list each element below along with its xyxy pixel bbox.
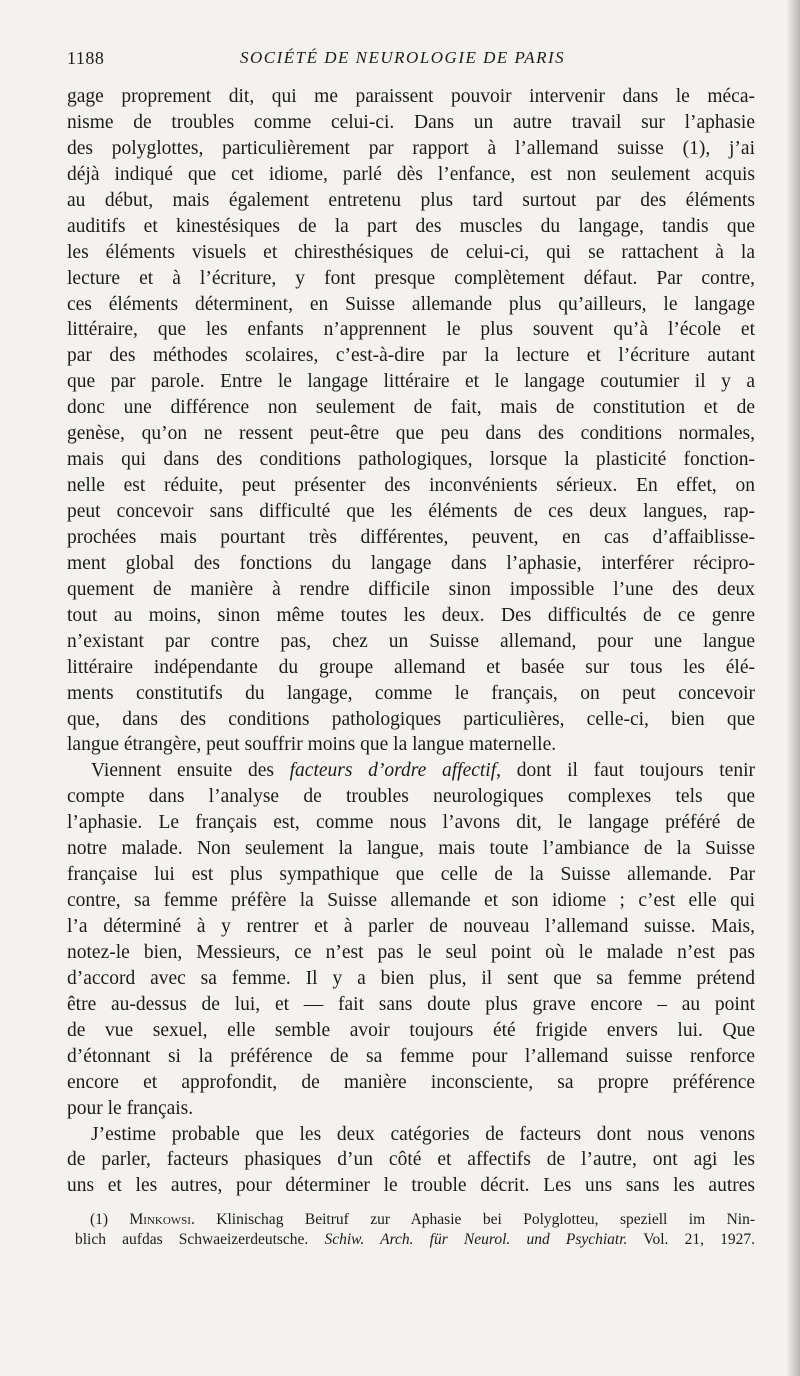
footnote-author: Minkowsi. <box>129 1211 195 1228</box>
text-line: quement de manière à rendre difficile sinon impossible l’une des deux <box>67 578 755 600</box>
footnote-text: Vol. 21, 1927. <box>627 1231 755 1248</box>
text-line: encore et approfondit, de manière inconsciente, sa propre préférence <box>67 1071 755 1093</box>
paragraph-start <box>67 758 755 784</box>
paragraph-start: J’estime probable que les deux catégories de facteurs dont nous venons <box>91 1123 755 1145</box>
text-line: lecture et à l’écriture, y font presque complètement défaut. Par contre, <box>67 267 755 289</box>
text-line: pour le français. <box>67 1097 194 1119</box>
text-line: genèse, qu’on ne ressent peut-être que peu dans des conditions normales, <box>67 423 755 445</box>
text-line: d’étonnant si la préférence de sa femme pour l’allemand suisse renforce <box>67 1045 755 1067</box>
page-edge-shadow <box>786 0 800 1376</box>
text-line: nelle est réduite, peut présenter des inconvénients sérieux. En effet, on <box>67 475 755 497</box>
text-line: française lui est plus sympathique que celle de la Suisse allemande. Par <box>67 864 755 886</box>
text-line: que par parole. Entre le langage littéraire et le langage coutumier il y a <box>67 371 755 393</box>
text-run: Viennent ensuite des <box>91 760 290 782</box>
text-line: notre malade. Non seulement la langue, mais toute l’ambiance de la Suisse <box>67 838 755 860</box>
text-line: uns et les autres, pour déterminer le trouble décrit. Les uns sans les autres <box>67 1175 755 1197</box>
footnote-line <box>75 1210 755 1230</box>
text-line: l’a déterminé à y rentrer et à parler de nouveau l’allemand suisse. Mais, <box>67 916 755 937</box>
footnote-text: blich aufdas Schwaeizerdeutsche. <box>75 1231 325 1248</box>
text-line: mais qui dans des conditions pathologiques, lorsque la plasticité fonction- <box>67 449 755 471</box>
text-line: ment global des fonctions du langage dans l’aphasie, interférer récipro- <box>67 552 755 574</box>
text-line: de vue sexuel, elle semble avoir toujours été frigide envers lui. Que <box>67 1019 755 1041</box>
text-line: n’existant par contre pas, chez un Suisse allemand, pour une langue <box>67 630 755 652</box>
text-line: notez-le bien, Messieurs, ce n’est pas le seul point où le malade n’est pas <box>67 941 755 963</box>
text-line: les éléments visuels et chiresthésiques de celui-ci, qui se rattachent à la <box>67 241 755 263</box>
body-text <box>67 84 755 1199</box>
text-line: gage proprement dit, qui me paraissent pouvoir intervenir dans le méca- <box>67 86 755 107</box>
text-line: langue étrangère, peut souffrir moins que la langue maternelle. <box>67 734 557 756</box>
text-line: déjà indiqué que cet idiome, parlé dès l’enfance, est non seulement acquis <box>67 163 755 185</box>
text-line: tout au moins, sinon même toutes les deux. Des difficultés de ce genre <box>67 604 755 626</box>
text-line: de parler, facteurs phasiques d’un côté et affectifs de l’autre, ont agi les <box>67 1149 755 1171</box>
text-line: l’aphasie. Le français est, comme nous l’avons dit, le langage préféré de <box>67 812 755 834</box>
running-title: SOCIÉTÉ DE NEUROLOGIE DE PARIS <box>240 48 566 67</box>
text-line: littéraire, que les enfants n’apprennent le plus souvent qu’à l’école et <box>67 319 755 341</box>
text-line: ments constitutifs du langage, comme le français, on peut concevoir <box>67 682 755 704</box>
text-line: prochées mais pourtant très différentes, peuvent, en cas d’affaiblisse- <box>67 526 755 548</box>
text-run: , dont il faut toujours tenir <box>496 760 755 782</box>
footnote-marker: (1) <box>90 1211 130 1228</box>
text-line: que, dans des conditions pathologiques particulières, celle-ci, bien que <box>67 708 755 730</box>
text-line: au début, mais également entretenu plus tard surtout par des éléments <box>67 189 755 211</box>
text-line: par des méthodes scolaires, c’est-à-dire par la lecture et l’écriture autant <box>67 345 755 367</box>
italic-term: facteurs d’ordre affectif <box>289 760 497 782</box>
text-line: auditifs et kinestésiques de la part des muscles du langage, tandis que <box>67 215 755 237</box>
text-line: des polyglottes, particulièrement par rapport à l’allemand suisse (1), j’ai <box>67 137 755 159</box>
text-line: compte dans l’analyse de troubles neurologiques complexes tels que <box>67 786 755 808</box>
footnote <box>75 1210 755 1250</box>
page-number: 1188 <box>67 48 105 68</box>
text-line: d’accord avec sa femme. Il y a bien plus, il sent que sa femme prétend <box>67 967 755 989</box>
footnote-text: Klinischag Beitruf zur Aphasie bei Polyglotteu, speziell im Nin- <box>194 1211 755 1228</box>
text-line: littéraire indépendante du groupe allemand et basée sur tous les élé- <box>67 656 755 678</box>
text-line: nisme de troubles comme celui-ci. Dans un autre travail sur l’aphasie <box>67 111 755 133</box>
footnote-line <box>75 1230 755 1250</box>
footnote-journal: Schiw. Arch. für Neurol. und Psychiatr. <box>324 1231 628 1248</box>
text-line: donc une différence non seulement de fait, mais de constitution et de <box>67 397 755 419</box>
text-line: peut concevoir sans difficulté que les éléments de ces deux langues, rap- <box>67 501 755 522</box>
page-header <box>67 44 757 72</box>
text-line: ces éléments déterminent, en Suisse allemande plus qu’ailleurs, le langage <box>67 293 755 315</box>
text-line: contre, sa femme préfère la Suisse allemande et son idiome ; c’est elle qui <box>67 890 755 912</box>
text-line: être au-dessus de lui, et — fait sans doute plus grave encore – au point <box>67 993 755 1015</box>
